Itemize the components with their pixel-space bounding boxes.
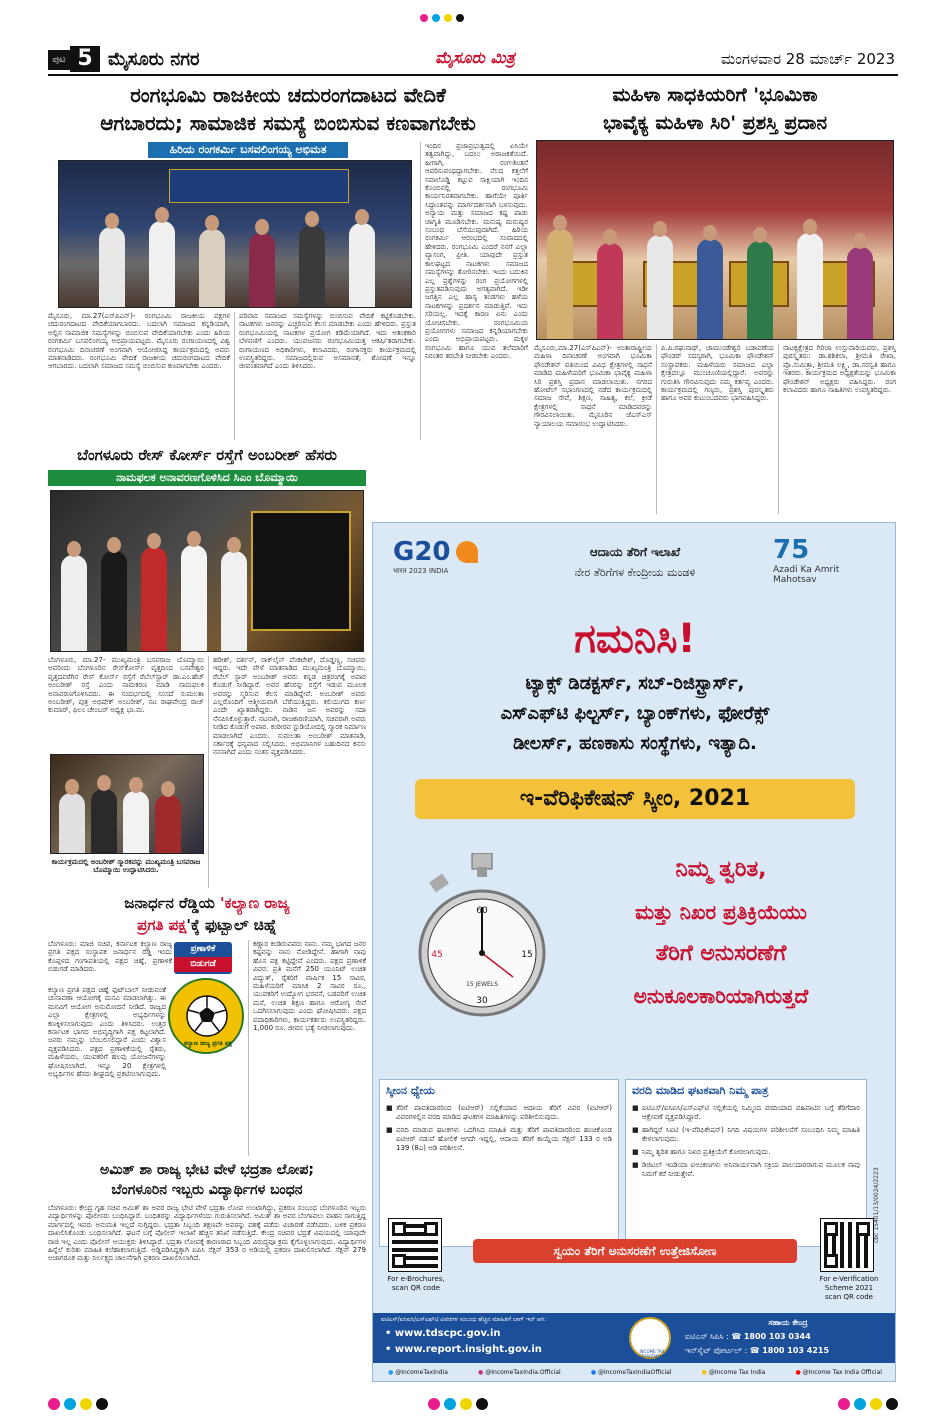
story3-caption: ಕಾರ್ಯಕ್ರಮದಲ್ಲಿ ಅಂಬರೀಶ್ ಸ್ಮಾರಕವನ್ನು ಮುಖ್ಯಮಂತ್ರಿ ಬಸವರಾಜ ಬೊಮ್ಮಾಯಿ ಉದ್ಘಾಟಿಸಿದರು. [51, 858, 201, 875]
emblem-icon [629, 1317, 671, 1359]
manifesto-label-1: ಪ್ರಣಾಳಿಕೆ [190, 944, 216, 954]
nameplate [251, 511, 351, 631]
qr-label-brochure-2: scan QR code [392, 1284, 440, 1292]
social-row [373, 1363, 896, 1382]
photo-person [181, 545, 207, 651]
story1-kicker: ಹಿರಿಯ ರಂಗಕರ್ಮಿ ಬಸವಲಿಂಗಯ್ಯ ಅಭಿಮತ [148, 142, 348, 158]
page-number: 5 [70, 46, 100, 72]
social-koo[interactable]: ● @Income Tax India [701, 1369, 766, 1376]
photo-person [199, 229, 225, 307]
registration-marks-bottom [48, 1398, 898, 1412]
cta-banner: ಸ್ವಯಂ ತೆರಿಗೆ ಅನುಸರಣೆಗೆ ಉತ್ತೇಜಿಸೋಣ [473, 1239, 797, 1263]
qr-label-brochure [379, 1275, 453, 1293]
photo-person [91, 789, 117, 853]
social-instagram[interactable]: ● @IncomeTaxIndia.Official [478, 1369, 561, 1376]
masthead [0, 0, 945, 78]
helpdesk [685, 1316, 891, 1358]
story1-body-right: ಇಂದಿನ ಪ್ರಜಾಪ್ರಭುತ್ವದಲ್ಲಿ ಏಸಿಯೇ ತತ್ವವಾಗಿದ್ದು, ಬದಲು ಅರಾಜಕತೆಯಿದೆ. ಹೀಗಾಗಿ, ರಂಗ-ಶಿಂತನೆ ಆವರಿಸುವಂಥದ್ದಾಗಬೇಕು. ನೆಲದ ಕತ್ತಲೆಗೆ ಸವಾಲೊಡ್ಡಿ ಕಟ್ಟುವ ಸಾಕ್ಷಿಯಾಗಿ ಇಂದಿನ ಕೊಂಬಿನಲ್ಲಿ ರಂಗಭೂಮಿ ಕಾರ್ಯನಿರತವಾಗಬೇಕು. ಹಾಗೆಯೇ ಪೂರ್ತಿ ಸಿದ್ಧಾಂತವನ್ನು ಮಾರ್ಗದರ್ಶನಾಗಿ ಬಳಸುವುದು. ಅನ್ಯಾಯ ಮತ್ತು ಸಮಾಜದ ಕಷ್ಟ ಪಾಡು ಜಾಗೃತಿ ಮೂಡಿಸಬೇಕು. ಮನುಷ್ಯ ಮನುಷ್ಯರ ಸಂಬಂಧ ಬೆಸೆಯುವುದಾಗಿದೆ. ಹಿರಿಯ ರಂಗಕರ್ಮಿ ಆರಂಭದಲ್ಲಿ ಸಂವಾದದಲ್ಲಿ ಹೇಳಿದರು. ರಂಗಭೂಮಿ ಎಂದರೆ ನನಗೆ ಎಲ್ಲಾ ವ್ಯಾಸಂಗ, ಪ್ರೀತಿ. ಯಾವುದೇ ಪ್ರಸ್ತುತ ಕಾಲಘಟ್ಟದ ನಾಟಕಗಳು ಸಮಾಜದ ಸಮಸ್ಯೆಗಳನ್ನು ತೋರಿಸಬೇಕು. ಇಂದು ಬದುಕಿನ ಎಲ್ಲ ಪ್ರಶ್ನೆಗಳನ್ನು ರಂಗ ಪ್ರಯೋಗಗಳಲ್ಲಿ ಪ್ರಸ್ತುತಪಡಿಸುವುದು ಅಗತ್ಯವಾಗಿದೆ. ಇಡೀ ಜಗತ್ತಿನ ಎಲ್ಲ ಹಾಸ್ಯ ತಂಡಗಳು ಹಳೆಯ ನಾಟಕಗಳನ್ನು ಪ್ರದರ್ಶನ ಮಾಡುತ್ತಿವೆ. ಇದು ಸರಿಯಲ್ಲ. ಇದಕ್ಕೆ ಕಾರಣ ಏನು ಎಂದು ಯೋಚಿಸಬೇಕು. ರಂಗಭೂಮಿಯ ಪ್ರಯೋಗಗಳು ಸಮಾಜದ ಕನ್ನಡಿಯಾಗಬೇಕು ಎಂದು ಅಭಿಪ್ರಾಯಪಟ್ಟರು. ಮಕ್ಕಳ ರಂಗಭೂಮಿ ಹಾಗೂ ಯುವ ತಲೆಮಾರಿಗೆ ನಿರಂತರ ತರಬೇತಿ ನೀಡಬೇಕು ಎಂದರು. [420, 142, 528, 440]
department-line2: ನೇರ ತೆರಿಗೆಗಳ ಕೇಂದ್ರೀಯ ಮಂಡಳಿ [574, 566, 696, 579]
story2-headline-line1: ಮಹಿಳಾ ಸಾಧಕಿಯರಿಗೆ 'ಭೂಮಿಕಾ [612, 84, 818, 106]
davp-code: cbc 15401/13/0024/2223 [873, 1167, 880, 1243]
photo-person [847, 247, 873, 339]
story-football-symbol [48, 892, 366, 1158]
qr-code-everification [821, 1219, 873, 1271]
manifesto-badge [174, 942, 232, 974]
helpdesk-1-label: ಐಟಿಎಸ್ ಸಿಪಿಸಿ : [685, 1332, 729, 1341]
tagline-line2: ಮತ್ತು ನಿಖರ ಪ್ರತಿಕ್ರಿಯೆಯು [635, 900, 807, 924]
story1-headline-line1: ರಂಗಭೂಮಿ ರಾಜಕೀಯ ಚದುರಂಗದಾಟದ ವೇದಿಕೆ [130, 83, 446, 107]
g20-text: G20 [393, 537, 451, 567]
paper-name: ಮೈಸೂರು ಮಿತ್ರ [435, 48, 515, 67]
party-logo [168, 978, 244, 1054]
story1-body-mid: ಪರಿವಾರ ಸಮಾಜದ ಸಮಸ್ಯೆಗಳನ್ನು ಬಿಂಬಿಸುವ ವೇದಿಕೆ ಕಟ್ಟಿಕೊಡಬೇಕು. ನಾಟಕಗಳು ಜನರನ್ನು ಎಚ್ಚರಿಸುವ ಕೆಲಸ ಮಾಡಬೇಕು ಎಂದು ಹೇಳಿದರು. ಪ್ರಸ್ತುತ ರಂಗಭೂಮಿಯಲ್ಲಿ ನಾಟಕಗಳ ಪ್ರಯೋಗ ಕಡಿಮೆಯಾಗಿದೆ. ಇದು ಆತಂಕಕಾರಿ ಬೆಳವಣಿಗೆ ಎಂದರು. ಯುವಜನರು ರಂಗಭೂಮಿಯತ್ತ ಆಕರ್ಷಿತರಾಗಬೇಕು. ರಂಗಾಯಣದ ಅಧಿಕಾರಿಗಳು, ಕಲಾವಿದರು, ರಂಗಾಸಕ್ತರು ಕಾರ್ಯಕ್ರಮದಲ್ಲಿ ಉಪಸ್ಥಿತರಿದ್ದರು. ಸಮಾಜದಲ್ಲಿರುವ ಅಸಮಾನತೆ, ಶೋಷಣೆ ಇನ್ನೂ ಜೀವಂತವಾಗಿದೆ ಎಂದು ತಿಳಿಸಿದರು. [234, 312, 416, 440]
photo-person [101, 551, 127, 651]
tagline [549, 849, 893, 1017]
qr-label-everification-2: Scheme 2021 [824, 1284, 874, 1292]
photo-person [149, 221, 175, 307]
stopwatch-label: 15 JEWELS [466, 981, 498, 988]
story-mahila-siri [534, 80, 896, 516]
story2-body-c3: ನಾಟಕ್ಯಕ್ಷೇತ್ರದ ಗಿರಿಜಾ ಉಸ್ತುವಾರಿಯವರು, ಪ್ರಶಸ್ತಿ ಪುರಸ್ಕೃತರು: ಡಾ.ಶಶಿಕಲಾ, ಶ್ರೀಮತಿ ರೇಖಾ, ಪ್ರೊ.ಸುಮಿತ್ರಾ, ಶ್ರೀಮತಿ ಲಕ್ಷ್ಮಿ, ಡಾ.ಸರಸ್ವತಿ ಹಾಗೂ ಇತರರು. ಕಾರ್ಯಕ್ರಮದ ಅಧ್ಯಕ್ಷತೆಯನ್ನು ಭೂಮಿಕಾ ಫೌಂಡೇಶನ್ ಅಧ್ಯಕ್ಷರು ವಹಿಸಿದ್ದರು. ರಂಗ ಕಲಾವಿದರು ಹಾಗೂ ಸಾಹಿತಿಗಳು ಉಪಸ್ಥಿತರಿದ್ದರು. [778, 344, 896, 514]
objective-item-2: ■ ವರದಿ ಮಾಡುವ ಘಟಕಗಳು ಒದಗಿಸಿದ ಮಾಹಿತಿ ಮತ್ತು ತೆರಿಗೆ ಪಾವತಿದಾರರಿಂದ ಹಂಚಿಕೊಂಡ ಐಟಿಆರ್ ನಡುವೆ ಹೋಲಿಕೆ ಆಗದೇ ಇದ್ದಲ್ಲಿ, ಆದಾಯ ತೆರಿಗೆ ಕಾಯ್ದೆಯ ಸೆಕ್ಷನ್ 133 ರ ಅಡಿ 139 (8ಎ) ಅಡಿ ಪರಿಶೀಲನೆ. [386, 1126, 612, 1153]
svg-text:45: 45 [431, 950, 443, 960]
story3-body-right: ಹರೀಶ್, ದರ್ಶನ್, ರಾಕ್‌ಲೈನ್ ವೆಂಕಟೇಶ್, ದೊಡ್ಡಣ್ಣ, ಸಚಿವರು ಇದ್ದರು. ಇದೇ ವೇಳೆ ಮಾತನಾಡಿದ ಮುಖ್ಯಮಂತ್ರಿ ಬೊಮ್ಮಾಯಿ, ರೆಬೆಲ್ ಸ್ಟಾರ್ ಅಂಬರೀಶ್ ಅವರು ಕನ್ನಡ ಚಿತ್ರರಂಗಕ್ಕೆ ಅಪಾರ ಕೊಡುಗೆ ನೀಡಿದ್ದಾರೆ. ಅವರ ಹೆಸರನ್ನು ರಸ್ತೆಗೆ ಇಡುವ ಮೂಲಕ ಅವರನ್ನು ಸ್ಮರಿಸುವ ಕೆಲಸ ಮಾಡಿದ್ದೇವೆ. ಅಂಬರೀಶ್ ಅವರು ಎಲ್ಲರೊಂದಿಗೆ ಆತ್ಮೀಯವಾಗಿ ಬೆರೆಯುತ್ತಿದ್ದರು. ಕಲಿಯುಗದ ಕರ್ಣ ಎಂದೇ ಖ್ಯಾತರಾಗಿದ್ದರು. ನಾಡಿನ ಜನ ಅವರನ್ನು ಸದಾ ನೆನಪಿಸಿಕೊಳ್ಳುತ್ತಾರೆ. ನಟನಾಗಿ, ರಾಜಕಾರಣಿಯಾಗಿ, ಸಚಿವರಾಗಿ ಅವರು ನೀಡಿದ ಕೊಡುಗೆ ಅಪಾರ. ಕಂಠೀರವ ಸ್ಟುಡಿಯೋದಲ್ಲಿ ಸ್ಮಾರಕ ನಿರ್ಮಾಣ ಮಾಡಲಾಗಿದೆ ಎಂದರು. ಸುಮಲತಾ ಅಂಬರೀಶ್ ಮಾತನಾಡಿ, ಸರ್ಕಾರಕ್ಕೆ ಧನ್ಯವಾದ ಸಲ್ಲಿಸಿದರು. ಅಭಿಮಾನಿಗಳ ಬಹುದಿನದ ಕನಸು ನನಸಾಗಿದೆ ಎಂದು ಸಂತಸ ವ್ಯಕ್ತಪಡಿಸಿದರು. [208, 656, 366, 888]
story3-photo-small [50, 754, 204, 854]
role-item-3: ■ ನಿಮ್ಮ ತ್ವರಿತ ಹಾಗೂ ನಿಖರ ಪ್ರತಿಕ್ರಿಯೆಗೆ ಕೋರಲಾಗುವುದು. [632, 1148, 860, 1157]
azadi-text: Azadi Ka Amrit Mahotsav [773, 565, 840, 585]
stage-banner [169, 169, 349, 203]
story4-body-bottom-2 [168, 1058, 246, 1156]
photo-person [141, 547, 167, 651]
photo-person [99, 227, 125, 307]
helpdesk-row-2 [685, 1344, 891, 1358]
story4-body-top: ಬೆಂಗಳೂರು: ಮಾಜಿ ಸಚಿವ, ಕರ್ನಾಟಕ ಕಲ್ಯಾಣ ರಾಜ್ಯ ಪ್ರಗತಿ ಪಕ್ಷದ ಸಂಸ್ಥಾಪಕ ಜನಾರ್ಧನ ರೆಡ್ಡಿ ಇಂದು ಕೊಪ್ಪಳದ ಗಂಗಾವತಿಯಲ್ಲಿ ಪಕ್ಷದ ಚಿಹ್ನೆ, ಪ್ರಣಾಳಿಕೆ ಬಿಡುಗಡೆ ಮಾಡಿದರು. [48, 940, 172, 974]
audience-line2: ಎಸ್‌ಎಫ್‌ಟಿ ಫಿಲ್ಟರ್ಸ್, ಬ್ಯಾಂಕ್‌ಗಳು, ಫೋರೆಕ್ಸ್ [500, 703, 770, 724]
section-name: ಮೈಸೂರು ನಗರ [108, 49, 200, 70]
story3-headline: ಬೆಂಗಳೂರು ರೇಸ್ ಕೋರ್ಸ್ ರಸ್ತೆಗೆ ಅಂಬರೀಶ್ ಹೆಸರು [77, 446, 337, 464]
tagline-line1: ನಿಮ್ಮ ತ್ವರಿತ, [675, 857, 767, 882]
tagline-line4: ಅನುಕೂಲಕಾರಿಯಾಗಿರುತ್ತದೆ [633, 984, 809, 1008]
g20-logo [393, 537, 493, 587]
instagram-icon: ● [478, 1369, 484, 1376]
page-label: ಪುಟ [48, 50, 70, 70]
photo-person [123, 791, 149, 853]
role-item-2: ■ ಹಾಗಿದ್ದರೆ ಸಿಐಟಿ (ಇ-ವೆರಿಫಿಕೇಷನ್) ನಿಗದಿ ವಿಷಯಗಳ ಪರಿಶೀಲನೆಗೆ ಸಂಬಂಧಿಸಿ ನಿಮ್ಮ ಮಾಹಿತಿ ಕೇಳಲಾಗುವುದು. [632, 1126, 860, 1144]
photo-person [747, 241, 773, 339]
story2-headline-line2: ಭಾವೈಕ್ಯ ಮಹಿಳಾ ಸಿರಿ' ಪ್ರಶಸ್ತಿ ಪ್ರದಾನ [602, 112, 828, 134]
manifesto-label-2: ಬಿಡುಗಡೆ [174, 957, 232, 972]
helpdesk-row-1 [685, 1330, 891, 1344]
helpdesk-2-label: ಇನ್‌ಸೈಟ್ ಪೋರ್ಟಲ್ : [685, 1346, 748, 1355]
helpdesk-title: ಸಹಾಯ ಕೇಂದ್ರ [768, 1318, 808, 1327]
masthead-rule [48, 74, 898, 76]
story5-headline-line1: ಅಮಿತ್ ಶಾ ರಾಜ್ಯ ಭೇಟಿ ವೇಳೆ ಭದ್ರತಾ ಲೋಪ; [100, 1162, 314, 1178]
audience-line3: ಡೀಲರ್ಸ್, ಹಣಕಾಸು ಸಂಸ್ಥೆಗಳು, ಇತ್ಯಾದಿ. [513, 733, 757, 754]
story3-photo [50, 490, 364, 652]
department-name [513, 545, 757, 580]
stopwatch-icon [417, 853, 547, 1033]
story3-body-left: ಬೆಂಗಳೂರು, ಮಾ.27- ಮುಖ್ಯಮಂತ್ರಿ ಬಸವರಾಜ ಬೊಮ್ಮಾಯಿ ಅವರಿಂದು ಬೆಂಗಳೂರಿನ ರೇಸ್‌ಕೋರ್ಸ್ ವೃತ್ತದಿಂದ ಬಸವೇಶ್ವರ ವೃತ್ತದವರೆಗಿನ ರೇಸ್ ಕೋರ್ಸ್ ರಸ್ತೆಗೆ ರೆಬೆಲ್‌ಸ್ಟಾರ್ ಡಾ.ಎಂ.ಹೆಚ್ ಅಂಬರೀಶ್ ರಸ್ತೆ ಎಂದು ನಾಮಕರಣ ಮಾಡಿ ನಾಮಫಲಕ ಅನಾವರಣಗೊಳಿಸಿದರು. ಈ ಸಂದರ್ಭದಲ್ಲಿ ಸಂಸದೆ ಸುಮಲತಾ ಅಂಬರೀಶ್, ಪುತ್ರ ಅಭಿಷೇಕ್ ಅಂಬರೀಶ್, ನಟ ರಾಘವೇಂದ್ರ ರಾಜ್ ಕುಮಾರ್, ಫಿಲಂ ಚೇಂಬರ್ ಅಧ್ಯಕ್ಷ ಭಾ.ಮ. [48, 656, 204, 715]
photo-person [547, 229, 573, 339]
azadi-75: 75 [773, 535, 810, 565]
photo-person [647, 235, 673, 339]
phone-icon: ☎ [749, 1346, 760, 1355]
qr-code-brochure [389, 1219, 441, 1271]
scheme-banner: ಇ-ವೆರಿಫಿಕೇಷನ್ ಸ್ಕೀಂ, 2021 [415, 779, 855, 819]
svg-text:30: 30 [476, 996, 488, 1006]
stopwatch-illustration [417, 853, 547, 1033]
phone-icon: ☎ [731, 1332, 742, 1341]
qr-label-brochure-1: For e-Brochures, [387, 1275, 445, 1283]
youtube-icon: ● [795, 1369, 801, 1376]
qr-label-everification [809, 1275, 889, 1302]
story1-body-left: ಮೈಸೂರು, ಮಾ.27(ಎಸ್‌ಪಿಎನ್)- ರಂಗಭೂಮಿ ರಾಜಕೀಯ ಪಕ್ಷಗಳ ಚದುರಂಗದಾಟದ ವೇದಿಕೆಯಾಗಬಾರದು. ಬದಲಾಗಿ ಸಮಾಜದ ಕನ್ನಡಿಯಾಗಿ, ಅಲ್ಲಿನ ಸಾಮಾಜಿಕ ಸಮಸ್ಯೆಗಳನ್ನು ಬಿಂಬಿಸುವ ವೇದಿಕೆಯಾಗಬೇಕು ಎಂದು ಹಿರಿಯ ರಂಗಕರ್ಮಿ ಬಸವಲಿಂಗಯ್ಯ ಅಭಿಪ್ರಾಯಪಟ್ಟರು. ಮೈಸೂರು ರಂಗಾಯಣದಲ್ಲಿ ವಿಶ್ವ ರಂಗಭೂಮಿ ದಿನಾಚರಣೆ ಅಂಗವಾಗಿ ಆಯೋಜಿಸಿದ್ದ ಕಾರ್ಯಕ್ರಮದಲ್ಲಿ ಅವರು ಮಾತನಾಡಿದರು. ರಂಗಭೂಮಿ ವೇದಿಕೆ ರಾಜಕೀಯ ಚದುರಂಗದಾಟದ ವೇದಿಕೆ ಆಗಬಾರದು. ಬದಲಾಗಿ ಸಮಾಜದ ಸಮಸ್ಯೆ ಬಿಂಬಿಸುವ ಕಣವಾಗಬೇಕು ಎಂದರು. [48, 312, 230, 371]
football-icon [185, 994, 229, 1038]
qr-label-everification-3: scan QR code [825, 1293, 873, 1301]
story2-body-c2: ಪಿ.ಪಿ.ರಘುನಾಥ್, ಚಾಮುಂಡೇಶ್ವರಿ ಬಡಾವಣೆಯ ಫೌಂಡರ್ ಸದಸ್ಯರಾಗಿ, ಭೂಮಿಕಾ ಫೌಂಡೇಶನ್ ಸಂಸ್ಥಾಪಕರು. ಮಹಿಳೆಯರು ಸಮಾಜದ ಎಲ್ಲಾ ಕ್ಷೇತ್ರದಲ್ಲೂ ಮುಂಚೂಣಿಯಲ್ಲಿದ್ದಾರೆ. ಅವರನ್ನು ಗುರುತಿಸಿ ಗೌರವಿಸುವುದು ನಮ್ಮ ಕರ್ತವ್ಯ ಎಂದರು. ಕಾರ್ಯಕ್ರಮದಲ್ಲಿ ಗಣ್ಯರು, ಪ್ರಶಸ್ತಿ ಪುರಸ್ಕೃತರು ಹಾಗೂ ಅವರ ಕುಟುಂಬದವರು ಭಾಗವಹಿಸಿದ್ದರು. [656, 344, 774, 514]
social-youtube[interactable]: ● @Income Tax India Official [795, 1369, 882, 1376]
photo-person [59, 793, 85, 853]
photo-person [61, 555, 87, 651]
tagline-line3: ತೆರಿಗೆ ಅನುಸರಣೆಗೆ [655, 941, 787, 966]
story3-kicker: ನಾಮಫಲಕ ಅನಾವರಣಗೊಳಿಸಿದ ಸಿಎಂ ಬೊಮ್ಮಾಯಿ [48, 470, 366, 486]
party-logo-text: ಕಲ್ಯಾಣ ರಾಜ್ಯ ಪ್ರಗತಿ ಪಕ್ಷ [184, 1040, 232, 1047]
story4-body-right: ಕಣ್ಣಾರ ಕಂಡಿರುವವರು ನಾನು. ನಮ್ಮ ಭಾಗದ ಜನರ ಕಷ್ಟವನ್ನು ನಾನು ನೋಡಿದ್ದೇನೆ. ಹಾಗಾಗಿ ನಾವು ಹೊಸ ಪಕ್ಷ ಕಟ್ಟಿದ್ದೇವೆ ಎಂದರು. ಪಕ್ಷದ ಪ್ರಣಾಳಿಕೆ ವಿವರ: ಪ್ರತಿ ಮನೆಗೆ 250 ಯೂನಿಟ್ ಉಚಿತ ವಿದ್ಯುತ್, ರೈತರಿಗೆ ವಾರ್ಷಿಕ 15 ಸಾವಿರ, ಮಹಿಳೆಯರಿಗೆ ಮಾಸಿಕ 2 ಸಾವಿರ ರೂ., ಯುವಕರಿಗೆ ಉದ್ಯೋಗ ಭರವಸೆ, ಬಡವರಿಗೆ ಉಚಿತ ಮನೆ, ಉಚಿತ ಶಿಕ್ಷಣ ಹಾಗೂ ಆರೋಗ್ಯ ಸೇವೆ ಒದಗಿಸಲಾಗುವುದು ಎಂದು ಘೋಷಿಸಿದರು. ಪಕ್ಷದ ಪದಾಧಿಕಾರಿಗಳು, ಕಾರ್ಯಕರ್ತರು ಉಪಸ್ಥಿತರಿದ್ದರು. 1,000 ರೂ. ಜೀವನ ಭತ್ಯೆ ನೀಡಲಾಗುವುದು. [248, 940, 366, 1156]
azadi-logo [773, 535, 883, 591]
lotus-icon [456, 541, 478, 563]
attention-heading: ಗಮನಿಸಿ! [574, 616, 696, 662]
story4-headline-part-d: 'ಕ್ಕೆ ಫುಟ್ಬಾಲ್ ಚಿಹ್ನೆ [186, 916, 277, 934]
story2-photo [536, 140, 894, 340]
story-amit-shah-security [48, 1160, 366, 1370]
photo-person [249, 233, 275, 307]
social-facebook[interactable]: ● @IncomeTaxIndiaOfficial [590, 1369, 672, 1376]
helpdesk-1-number[interactable]: 1800 103 0344 [743, 1332, 811, 1341]
g20-subtitle: भारत 2023 INDIA [393, 567, 449, 575]
story4-headline-part-b: 'ಕಲ್ಯಾಣ ರಾಜ್ಯ [220, 894, 290, 912]
photo-person [299, 225, 325, 307]
photo-person [697, 239, 723, 339]
registration-marks-top [420, 14, 530, 22]
role-item-1: ■ ಐಟಿಎಸ್/ಐಸಿಐಸಿ/ಎಸ್‌ಎಫ್‌ಟಿ ಸಲ್ಲಿಕೆಯಲ್ಲಿ ನಿಮ್ಮಿಂದ ವರದಿಯಾದ ವಹಿವಾಟಿನ ಬಗ್ಗೆ ತೆರಿಗೆದಾರ ಆಕ್ಷೇಪಣೆ ವ್ಯಕ್ತಪಡಿಸಿದ್ದಾರೆ. [632, 1104, 860, 1122]
social-twitter[interactable]: ● @IncomeTaxIndia [388, 1369, 448, 1376]
qr-label-everification-1: For e-Verification [819, 1275, 879, 1283]
audience-line1: ಟ್ಯಾಕ್ಸ್ ಡಿಡಕ್ಟರ್ಸ್, ಸಬ್-ರಿಜಿಸ್ಟ್ರಾರ್ಸ್, [525, 673, 745, 694]
twitter-icon: ● [388, 1369, 394, 1376]
photo-person [349, 223, 375, 307]
svg-text:15: 15 [521, 950, 533, 960]
story5-headline-line2: ಬೆಂಗಳೂರಿನ ಇಬ್ಬರು ವಿದ್ಯಾರ್ಥಿಗಳ ಬಂಧನ [111, 1182, 303, 1198]
story4-headline-line2 [48, 914, 366, 936]
url-report-insight[interactable]: • www.report.insight.gov.in [385, 1344, 542, 1355]
role-title: ವರದಿ ಮಾಡಿದ ಘಟಕವಾಗಿ ನಿಮ್ಮ ಪಾತ್ರ [632, 1084, 769, 1097]
income-tax-advertisement [372, 522, 896, 1382]
ad-footer-bar [373, 1313, 896, 1363]
objective-title: ಸ್ಕೀಂನ ಧ್ಯೇಯ [386, 1084, 435, 1097]
footer-note: ಐಟಿಎಸ್/ಐಸಿಐಸಿ/ಎಸ್‌ಎಫ್‌ಟಿ ವಿವರಗಳ ಸಂಬಂಧ ಹೆಚ್ಚಿನ ಮಾಹಿತಿಗೆ ಲಾಗ್ ಇನ್ ಆಗಿ: [381, 1316, 547, 1323]
story1-photo [58, 160, 412, 308]
story2-body-c1: ಮೈಸೂರು,ಮಾ.27(ಎಸ್‌ಪಿಎನ್)- ಅಂತಾರಾಷ್ಟ್ರೀಯ ಮಹಿಳಾ ದಿನಾಚರಣೆ ಅಂಗವಾಗಿ ಭೂಮಿಕಾ ಫೌಂಡೇಶನ್ ವತಿಯಿಂದ ವಿವಿಧ ಕ್ಷೇತ್ರಗಳಲ್ಲಿ ಸಾಧನೆ ಮಾಡಿದ ಮಹಿಳೆಯರಿಗೆ ಭೂಮಿಕಾ ಭಾವೈಕ್ಯ ಮಹಿಳಾ ಸಿರಿ ಪ್ರಶಸ್ತಿ ಪ್ರದಾನ ಮಾಡಲಾಯಿತು. ನಗರದ ಹೋಟೆಲ್ ಸಭಾಂಗಣದಲ್ಲಿ ನಡೆದ ಕಾರ್ಯಕ್ರಮದಲ್ಲಿ ಸಮಾಜ ಸೇವೆ, ಶಿಕ್ಷಣ, ಸಾಹಿತ್ಯ, ಕಲೆ, ಕ್ರೀಡೆ ಕ್ಷೇತ್ರಗಳಲ್ಲಿ ಸಾಧನೆ ಮಾಡಿದವರನ್ನು ಗೌರವಿಸಲಾಯಿತು. ಮೈಸೂರಿನ ಜೆಎಸ್ಎಸ್ ನ್ಯಾಯಾಲಯ ಸಮಾರಂಭ ಉದ್ಘಾಟಿಸಿದರು. [534, 344, 652, 428]
objective-item-1: ■ ತೆರಿಗೆ ಪಾವತಿದಾರರಿಂದ (ಐಟಿಆರ್) ಸಲ್ಲಿಕೆಯಾದ ಆದಾಯ ತೆರಿಗೆ ವಿವರ (ಐಟಿಆರ್) ವಿವರಗಳಲ್ಲಿನ ವರದಿ ಮಾಡಿದ ಘಟಕಗಳ ಮಾಹಿತಿಗಳನ್ನು ಪರಿಶೀಲಿಸುವುದು. [386, 1104, 612, 1122]
helpdesk-2-number[interactable]: 1800 103 4215 [762, 1346, 830, 1355]
story4-headline-part-c: ಪ್ರಗತಿ ಪಕ್ಷ [137, 916, 187, 934]
url-tdscpc[interactable]: • www.tdscpc.gov.in [385, 1328, 501, 1339]
role-item-4: ■ ಡಿಜಿಟಲ್ ಇಂಡಿಯಾ ಐಅಂಕಣಗಳು ಅನಿವಾರ್ಯವಾಗಿ ಸಕ್ರಿಯ ಪಾಲುದಾರರಾಗುವ ಮೂಲಕ ನಾವು ನಿಮಗೆ ಕರೆ ನೀಡುತ್ತೇವೆ. [632, 1161, 860, 1179]
story4-headline-part-a: ಜನಾರ್ಧನ ರೆಡ್ಡಿಯ [124, 894, 221, 912]
story4-headline-line1 [48, 892, 366, 914]
facebook-icon: ● [590, 1369, 597, 1376]
koo-icon: ● [701, 1369, 707, 1376]
photo-person [221, 551, 247, 651]
story4-body-bottom: ಕಲ್ಯಾಣ ಪ್ರಗತಿ ಪಕ್ಷದ ಚಿಹ್ನೆ ಫುಟ್‌ಬಾಲ್ ನೀಡುವಂತೆ ಚುನಾವಣಾ ಆಯೋಗಕ್ಕೆ ಮನವಿ ಮಾಡಲಾಗಿತ್ತು. ಈ ಮನವಿಗೆ ಆಯೋಗ ಅನುಮೋದನೆ ನೀಡಿದೆ. ರಾಜ್ಯದ ಎಲ್ಲಾ ಕ್ಷೇತ್ರಗಳಲ್ಲಿ ಅಭ್ಯರ್ಥಿಗಳನ್ನು ಕಣಕ್ಕಿಳಿಸಲಾಗುವುದು ಎಂದು ತಿಳಿಸಿದರು. ಉತ್ತರ ಕರ್ನಾಟಕ ಭಾಗದ ಅಭಿವೃದ್ಧಿಗಾಗಿ ಪಕ್ಷ ಕಟ್ಟಲಾಗಿದೆ. ಜನರು ನಮ್ಮನ್ನು ಬೆಂಬಲಿಸಲಿದ್ದಾರೆ ಎಂದು ವಿಶ್ವಾಸ ವ್ಯಕ್ತಪಡಿಸಿದರು. ಪಕ್ಷದ ಪ್ರಣಾಳಿಕೆಯಲ್ಲಿ ರೈತರು, ಮಹಿಳೆಯರು, ಯುವಕರಿಗೆ ಹಲವು ಯೋಜನೆಗಳನ್ನು ಘೋಷಿಸಲಾಗಿದೆ. ಇನ್ನೂ 20 ಕ್ಷೇತ್ರಗಳಲ್ಲಿ ಅಭ್ಯರ್ಥಿಗಳ ಹೆಸರು ಶೀಘ್ರದಲ್ಲಿ ಪ್ರಕಟಿಸಲಾಗುವುದು. [48, 986, 166, 1079]
svg-text:60: 60 [476, 906, 488, 916]
photo-person [797, 233, 823, 339]
story-rangabhoomi [48, 80, 528, 442]
department-line1: ಆದಾಯ ತೆರಿಗೆ ಇಲಾಖೆ [589, 545, 681, 559]
issue-date: ಮಂಗಳವಾರ 28 ಮಾರ್ಚ್ 2023 [720, 50, 895, 68]
story1-headline-line2: ಆಗಬಾರದು; ಸಾಮಾಜಿಕ ಸಮಸ್ಯೆ ಬಿಂಬಿಸುವ ಕಣವಾಗಬೇಕು [100, 111, 476, 135]
story-ambareesh-road [48, 444, 366, 890]
story5-body: ಬೆಂಗಳೂರು: ಕೇಂದ್ರ ಗೃಹ ಸಚಿವ ಅಮಿತ್ ಶಾ ಅವರ ರಾಜ್ಯ ಭೇಟಿ ವೇಳೆ ಭದ್ರತಾ ಲೋಪ ಉಂಟಾಗಿದ್ದು, ಪ್ರಕರಣ ಸಂಬಂಧ ಬೆಂಗಳೂರಿನ ಇಬ್ಬರು ವಿದ್ಯಾರ್ಥಿಗಳನ್ನು ಪೊಲೀಸರು ಬಂಧಿಸಿದ್ದಾರೆ. ಬಂಧಿತರನ್ನು ವಿದ್ಯಾರ್ಥಿಗಳೆಂದು ಗುರುತಿಸಲಾಗಿದೆ. ಅಮಿತ್ ಶಾ ಅವರ ಬೆಂಗಾವಲು ವಾಹನ ಸಾಗುತ್ತಿದ್ದ ಮಾರ್ಗದಲ್ಲಿ ಇವರು ಅನುಮತಿ ಇಲ್ಲದೆ ನುಗ್ಗಿದ್ದರು. ಭದ್ರತಾ ಸಿಬ್ಬಂದಿ ತಕ್ಷಣವೇ ಅವರನ್ನು ವಶಕ್ಕೆ ಪಡೆದು ವಿಚಾರಣೆ ನಡೆಸಿದರು. ಬಳಿಕ ಪ್ರಕರಣ ದಾಖಲಿಸಿಕೊಂಡು ಬಂಧಿಸಲಾಗಿದೆ. ಘಟನೆ ಬಗ್ಗೆ ಪೊಲೀಸ್ ಇಲಾಖೆ ಹೆಚ್ಚಿನ ತನಿಖೆ ನಡೆಸುತ್ತಿದೆ. ಕೇಂದ್ರ ಸಚಿವರ ಭದ್ರತೆ ವಿಷಯದಲ್ಲಿ ಯಾವುದೇ ರಾಜಿ ಇಲ್ಲ ಎಂದು ಪೊಲೀಸ್ ಆಯುಕ್ತರು ತಿಳಿಸಿದ್ದಾರೆ. ಭದ್ರತಾ ಲೋಪಕ್ಕೆ ಕಾರಣರಾದ ಸಿಬ್ಬಂದಿ ವಿರುದ್ಧವೂ ಕ್ರಮ ಕೈಗೊಳ್ಳಲಾಗುವುದು. ವಿದ್ಯಾರ್ಥಿಗಳ ಹಿನ್ನೆಲೆ ಕುರಿತು ಮಾಹಿತಿ ಕಲೆಹಾಕಲಾಗುತ್ತಿದೆ. ಅಡ್ಡಿಪಡಿಸಿದ್ದಕ್ಕಾಗಿ ಐಪಿಸಿ ಸೆಕ್ಷನ್ 353 ರ ಅಡಿಯಲ್ಲಿ ಪ್ರಕರಣ ದಾಖಲಿಸಲಾಗಿದೆ. ಸೆಕ್ಷನ್ 279 ಅಜಾಗರೂಕ ಮತ್ತು ನಿರ್ಲಕ್ಷ್ಯದ ಚಾಲನೆಗಾಗಿ ಪ್ರಕರಣ ದಾಖಲಿಸಿಲಾಗಿದೆ. [48, 1204, 366, 1263]
photo-person [597, 243, 623, 339]
photo-person [155, 795, 181, 853]
emblem-text: INCOME TAX DEPARTMENT [638, 1349, 666, 1359]
